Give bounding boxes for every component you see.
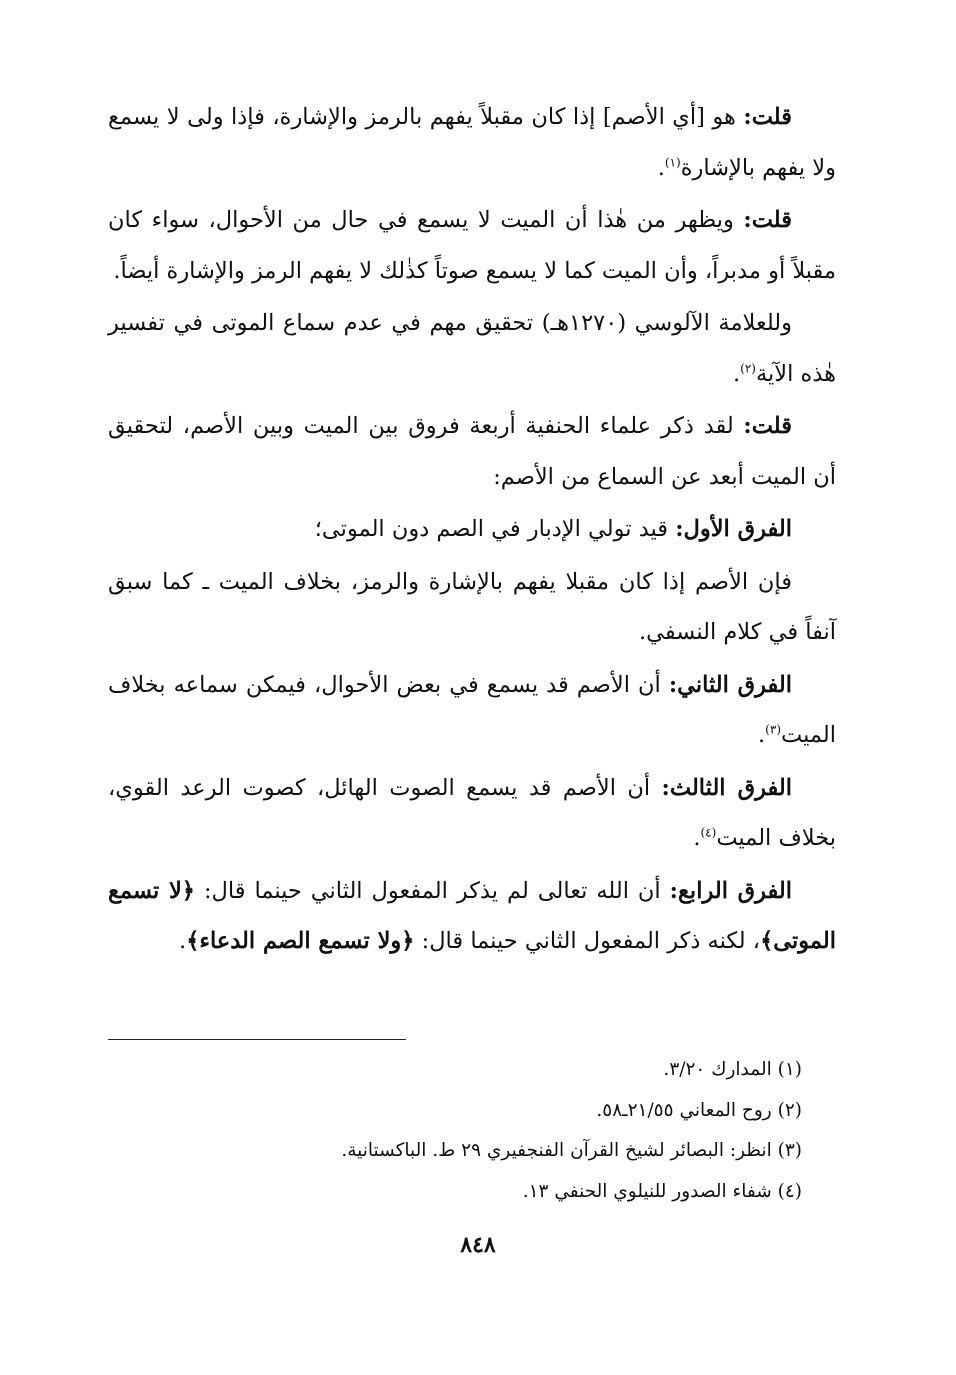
quran-quote: ﴿ولا تسمع الصم الدعاء﴾ bbox=[186, 928, 415, 954]
paragraph-1 bbox=[108, 92, 836, 193]
paragraph-8 bbox=[108, 763, 836, 864]
paragraph-lead: قلت: bbox=[743, 413, 792, 439]
paragraph-tail: . bbox=[657, 154, 665, 181]
paragraph-text: ، لكنه ذكر المفعول الثاني حينما قال: bbox=[421, 928, 761, 954]
footnote-item: (٤) شفاء الصدور للنيلوي الحنفي ١٣. bbox=[522, 1180, 802, 1202]
footnote-item: (٢) روح المعاني ٢١/٥٥ـ٥٨. bbox=[596, 1099, 802, 1121]
paragraph-text: هو [أي الأصم] إذا كان مقبلاً يفهم بالرمز والإشارة، فإذا ولى لا يسمع ولا يفهم بالإشارة bbox=[108, 104, 836, 181]
paragraph-5 bbox=[108, 504, 836, 555]
paragraph-text: ويظهر من هٰذا أن الميت لا يسمع في حال من الأحوال، سواء كان مقبلاً أو مدبراً، وأن الميت كما لا يسمع صوتاً كذٰلك لا يفهم الرمز والإشارة أيضاً. bbox=[108, 207, 836, 284]
paragraph-lead: الفرق الثالث: bbox=[661, 774, 792, 801]
paragraph-lead: قلت: bbox=[743, 104, 792, 130]
paragraph-lead: الفرق الثاني: bbox=[668, 671, 793, 698]
paragraph-text: فإن الأصم إذا كان مقبلا يفهم بالإشارة والرمز، بخلاف الميت ـ كما سبق آنفاً في كلام النسفي. bbox=[108, 568, 836, 645]
paragraph-lead: قلت: bbox=[743, 207, 792, 233]
footnote-ref: (٣) bbox=[765, 722, 781, 737]
paragraph-tail: . bbox=[179, 928, 187, 954]
paragraph-lead: الفرق الأول: bbox=[675, 516, 792, 542]
paragraph-text: أن الله تعالى لم يذكر المفعول الثاني حينما قال: bbox=[203, 877, 661, 904]
paragraph-text: وللعلامة الآلوسي (١٢٧٠هـ) تحقيق مهم في عدم سماع الموتى في تفسير هٰذه الآية bbox=[108, 310, 836, 387]
paragraph-text: قيد تولي الإدبار في الصم دون الموتى؛ bbox=[314, 516, 669, 542]
page-number: ٨٤٨ bbox=[460, 1232, 496, 1258]
paragraph-6 bbox=[108, 557, 836, 658]
paragraph-tail: . bbox=[758, 722, 766, 748]
paragraph-3 bbox=[108, 298, 836, 399]
footnote-item: (١) المدارك ٣/٢٠. bbox=[663, 1059, 802, 1080]
quran-quote: ﴿لا تسمع الموتى﴾ bbox=[108, 877, 836, 954]
main-text bbox=[108, 92, 836, 969]
paragraph-text: أن الأصم قد يسمع الصوت الهائل، كصوت الرعد القوي، بخلاف الميت bbox=[108, 774, 836, 851]
paragraph-4 bbox=[108, 401, 836, 502]
footnote-ref: (١) bbox=[664, 155, 681, 169]
paragraph-9 bbox=[108, 866, 836, 967]
paragraph-lead: الفرق الرابع: bbox=[669, 877, 792, 904]
footnotes bbox=[202, 1050, 802, 1212]
paragraph-text: أن الأصم قد يسمع في بعض الأحوال، فيمكن سماعه بخلاف الميت bbox=[108, 671, 836, 748]
footnote-separator bbox=[108, 1039, 406, 1040]
paragraph-tail: . bbox=[732, 360, 741, 387]
paragraph-text: لقد ذكر علماء الحنفية أربعة فروق بين الميت وبين الأصم، لتحقيق أن الميت أبعد عن السماع من الأصم: bbox=[108, 413, 836, 490]
paragraph-tail: . bbox=[693, 825, 701, 851]
paragraph-2 bbox=[108, 195, 836, 296]
footnote-ref: (٢) bbox=[740, 361, 756, 375]
paragraph-7 bbox=[108, 660, 836, 761]
footnote-ref: (٤) bbox=[700, 825, 717, 840]
footnote-item: (٣) انظر: البصائر لشيخ القرآن الفنجفيري ٢٩ ط. الباكستانية. bbox=[341, 1140, 802, 1161]
